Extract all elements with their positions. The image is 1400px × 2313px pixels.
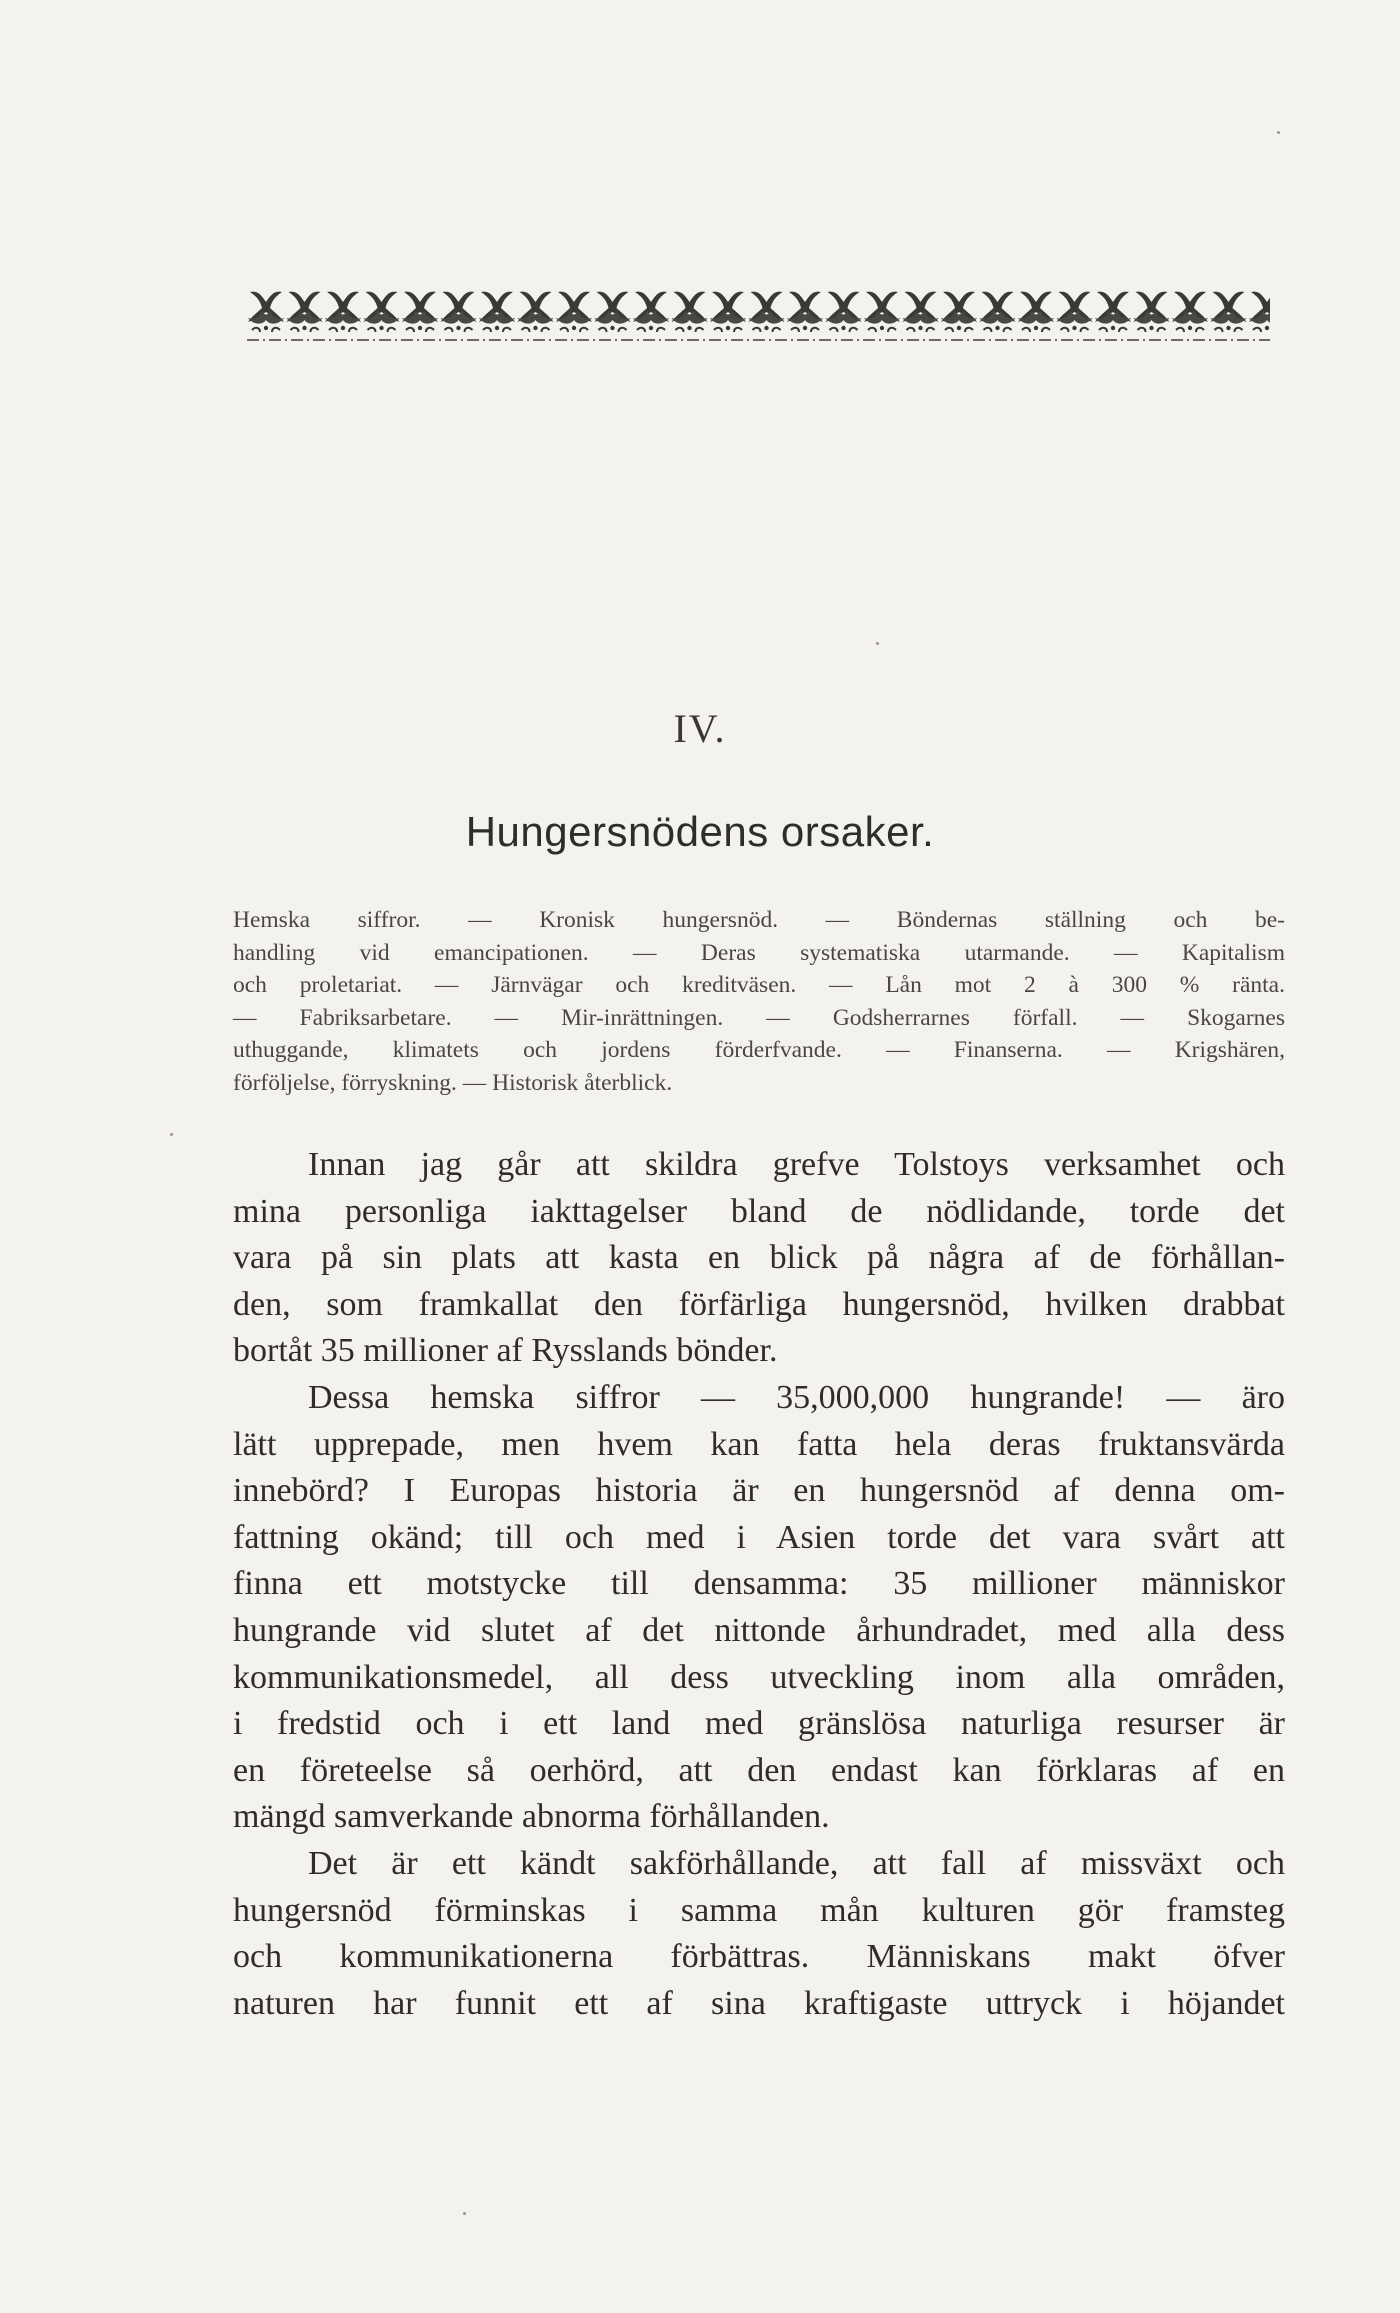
body-line: Innan jag går att skildra grefve Tolstoys verksamhet och bbox=[308, 1146, 1285, 1183]
body-text bbox=[233, 1142, 1285, 2027]
body-line: den, som framkallat den förfärliga hungersnöd, hvilken drabbat bbox=[233, 1285, 1285, 1323]
body-line: hungersnöd förminskas i samma mån kulturen gör framsteg bbox=[233, 1891, 1285, 1929]
body-line: bortåt 35 millioner af Rysslands bönder. bbox=[233, 1332, 778, 1370]
body-line: Dessa hemska siffror — 35,000,000 hungrande! — äro bbox=[308, 1378, 1285, 1416]
chapter-number: IV. bbox=[673, 706, 727, 751]
body-line: fattning okänd; till och med i Asien torde det vara svårt att bbox=[233, 1518, 1285, 1556]
synopsis-line: uthuggande, klimatets och jordens förderfvande. — Finanserna. — Krigshären, bbox=[233, 1037, 1285, 1064]
paper-speck bbox=[170, 1133, 173, 1136]
synopsis-line: handling vid emancipationen. — Deras systematiska utarmande. — Kapitalism bbox=[233, 939, 1285, 966]
paper-speck bbox=[876, 642, 879, 645]
synopsis-line: — Fabriksarbetare. — Mir-inrättningen. — Godsherrarnes förfall. — Skogarnes bbox=[233, 1004, 1285, 1031]
body-line: mängd samverkande abnorma förhållanden. bbox=[233, 1798, 830, 1836]
body-line: mina personliga iakttagelser bland de nödlidande, torde det bbox=[233, 1192, 1285, 1230]
synopsis-line: och proletariat. — Järnvägar och kreditväsen. — Lån mot 2 à 300 % ränta. bbox=[233, 972, 1285, 999]
body-line: i fredstid och i ett land med gränslösa naturliga resurser är bbox=[233, 1705, 1285, 1743]
paper-speck bbox=[463, 2212, 466, 2215]
body-line: och kommunikationerna förbättras. Människans makt öfver bbox=[233, 1938, 1285, 1976]
chapter-title: Hungersnödens orsaker. bbox=[465, 808, 935, 855]
synopsis-line: förföljelse, förryskning. — Historisk återblick. bbox=[233, 1069, 673, 1096]
decorative-headpiece bbox=[247, 282, 1270, 344]
body-line: vara på sin plats att kasta en blick på några af de förhållan- bbox=[233, 1239, 1285, 1277]
synopsis-line: Hemska siffror. — Kronisk hungersnöd. — Böndernas ställning och be- bbox=[233, 907, 1285, 933]
body-line: finna ett motstycke till densamma: 35 millioner människor bbox=[233, 1565, 1285, 1603]
body-line: innebörd? I Europas historia är en hungersnöd af denna om- bbox=[233, 1472, 1285, 1510]
paper-speck bbox=[1277, 131, 1280, 134]
body-line: naturen har funnit ett af sina kraftigaste uttryck i höjandet bbox=[233, 1984, 1285, 2022]
body-line: en företeelse så oerhörd, att den endast kan förklaras af en bbox=[233, 1751, 1285, 1789]
body-line: Det är ett kändt sakförhållande, att fall af missväxt och bbox=[308, 1844, 1285, 1882]
chapter-synopsis bbox=[233, 904, 1285, 1100]
body-line: hungrande vid slutet af det nittonde århundradet, med alla dess bbox=[233, 1611, 1285, 1649]
body-line: lätt upprepade, men hvem kan fatta hela deras fruktansvärda bbox=[233, 1425, 1285, 1463]
body-line: kommunikationsmedel, all dess utveckling inom alla områden, bbox=[233, 1658, 1285, 1696]
